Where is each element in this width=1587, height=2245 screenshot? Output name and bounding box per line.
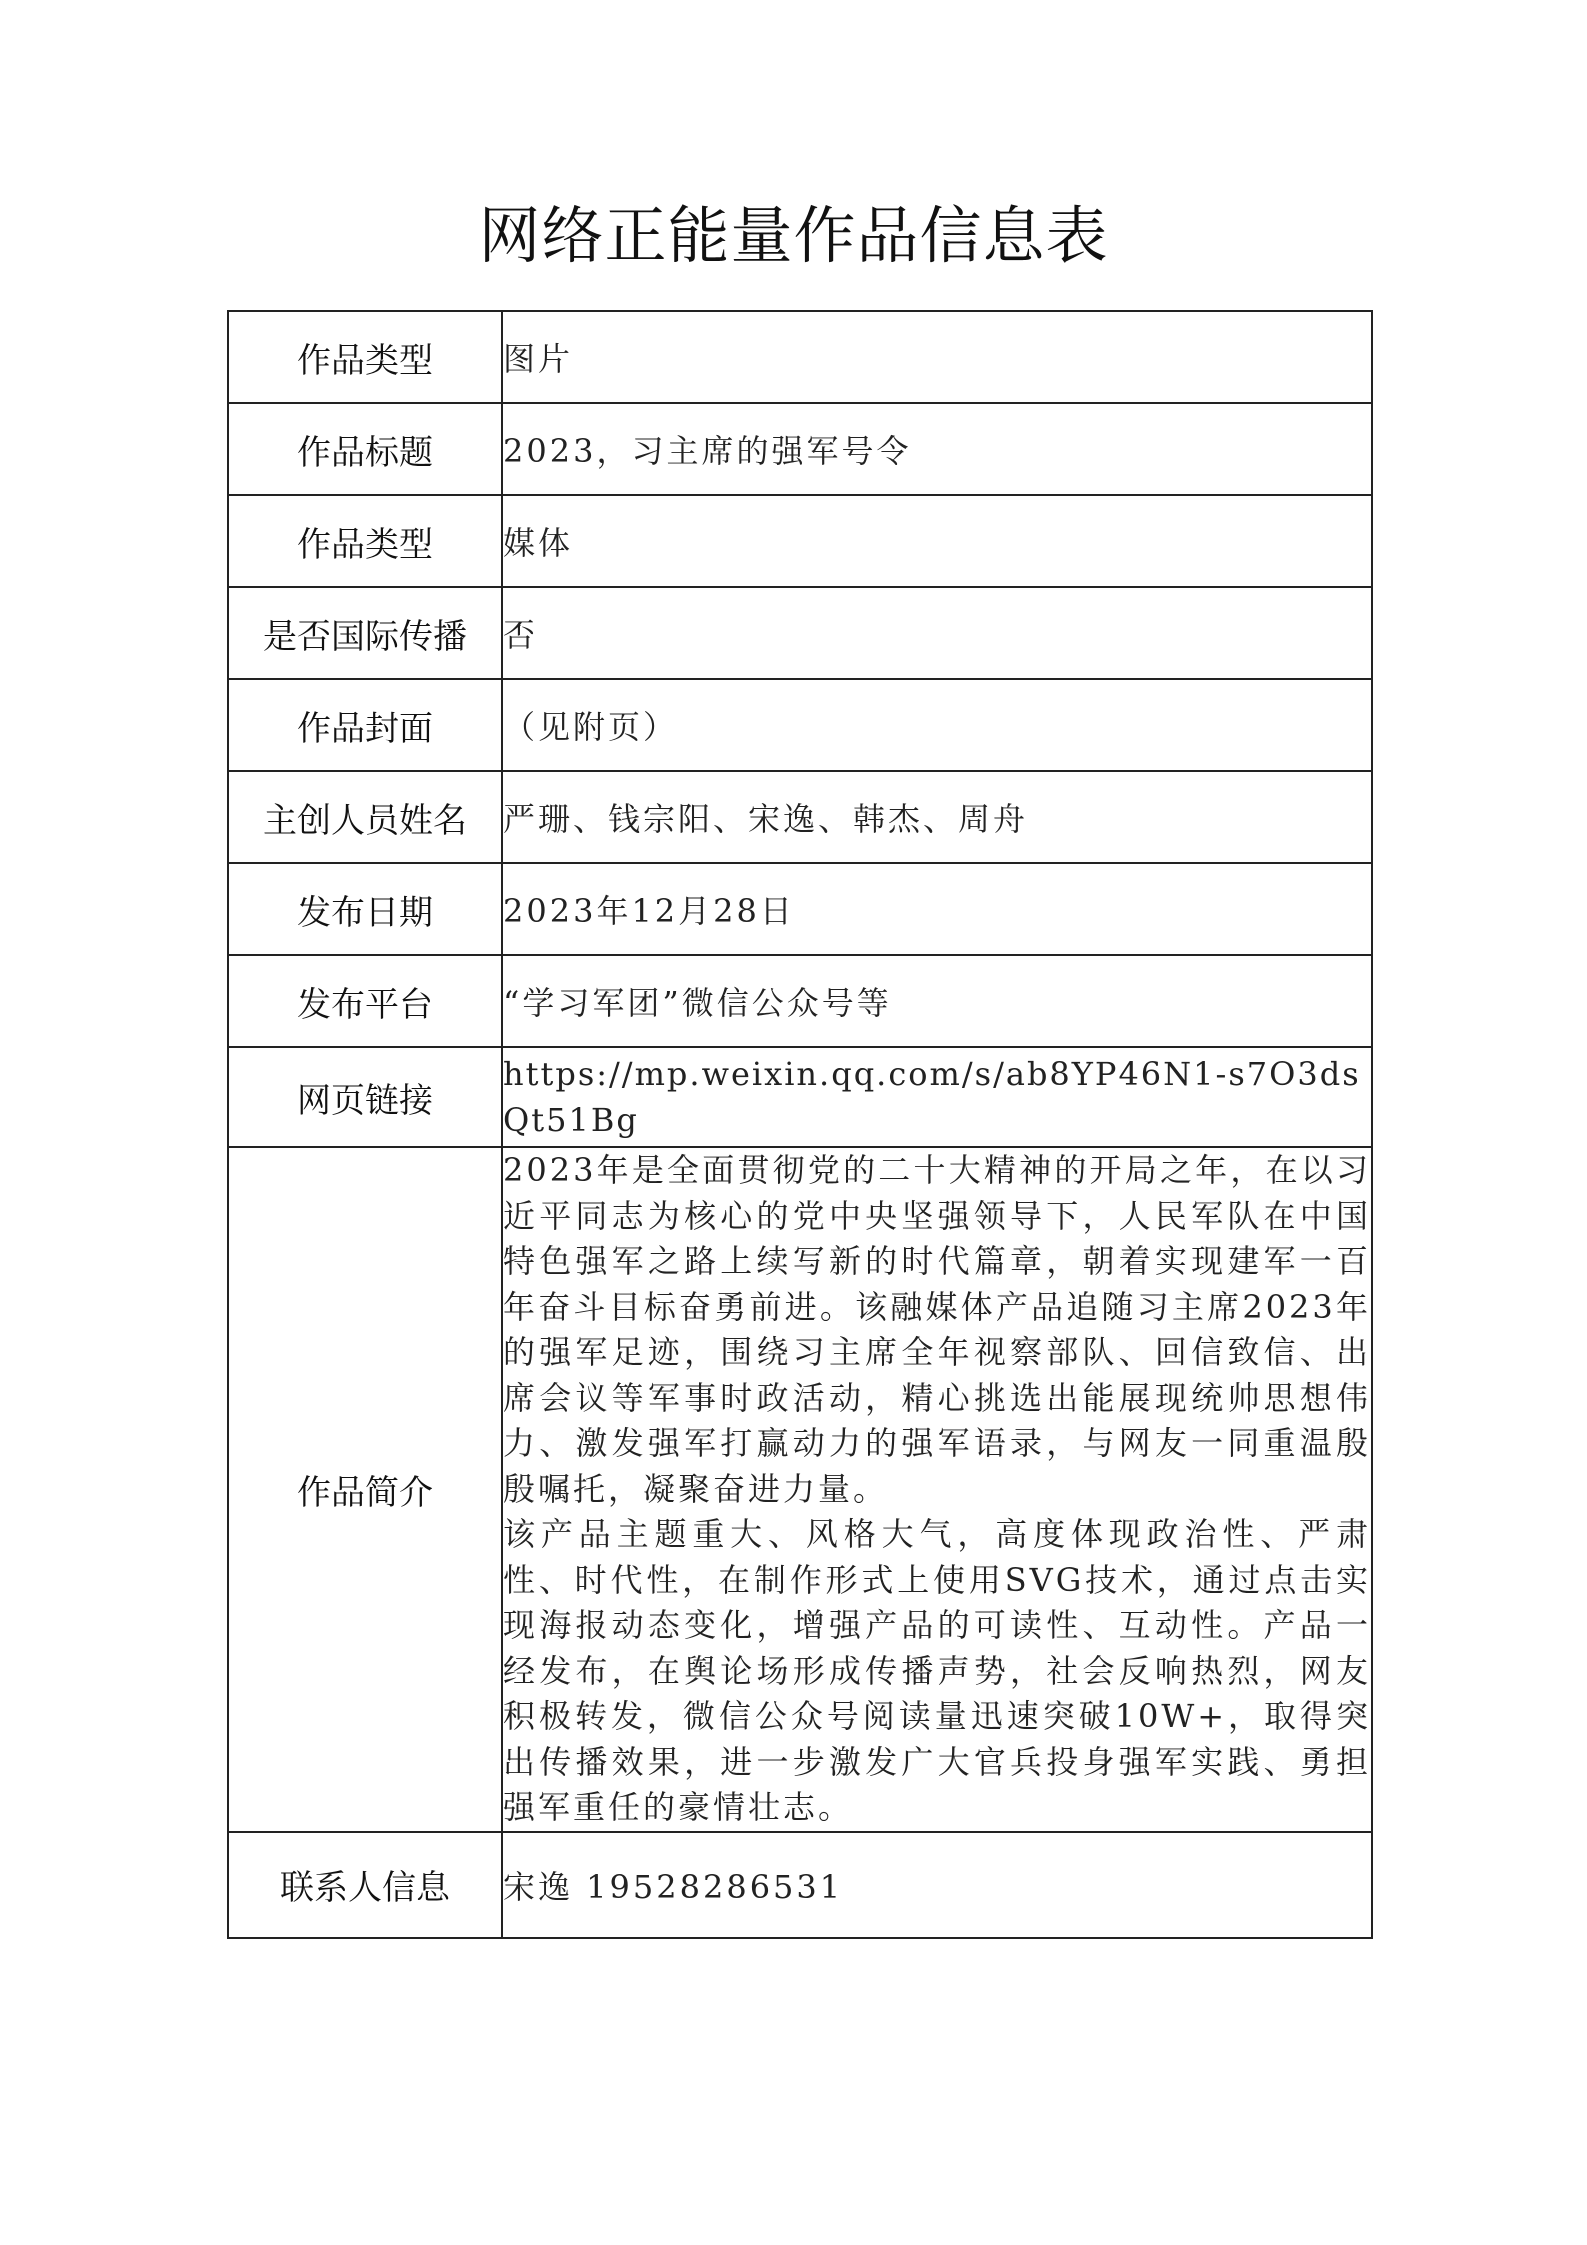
row-value: 严珊、钱宗阳、宋逸、韩杰、周舟: [502, 771, 1372, 863]
row-label: 主创人员姓名: [228, 771, 502, 863]
description-paragraph: 该产品主题重大、风格大气，高度体现政治性、严肃性、时代性，在制作形式上使用SVG技术，通过点击实现海报动态变化，增强产品的可读性、互动性。产品一经发布，在舆论场形成传播声势，社会反响热烈，网友积极转发，微信公众号阅读量迅速突破10W+，取得突出传播效果，进一步激发广大官兵投身强军实践、勇担强军重任的豪情壮志。: [503, 1515, 1371, 1826]
row-label: 联系人信息: [228, 1832, 502, 1938]
table-row: [228, 587, 1372, 679]
table-row: [228, 1147, 1372, 1832]
row-label: 作品类型: [228, 495, 502, 587]
row-label: 作品类型: [228, 311, 502, 403]
table-row: [228, 955, 1372, 1047]
table-row: [228, 679, 1372, 771]
row-value: （见附页）: [502, 679, 1372, 771]
document-title: 网络正能量作品信息表: [478, 199, 1109, 272]
description-text: [503, 1148, 1371, 1831]
table-row: [228, 403, 1372, 495]
row-value: [502, 1047, 1372, 1147]
table-row: [228, 311, 1372, 403]
row-value: “学习军团”微信公众号等: [502, 955, 1372, 1047]
row-label: 发布日期: [228, 863, 502, 955]
webpage-link[interactable]: https://mp.weixin.qq.com/s/ab8YP46N1-s7O3dsQt51Bg: [503, 1055, 1361, 1139]
row-value: 媒体: [502, 495, 1372, 587]
row-value: 图片: [502, 311, 1372, 403]
row-value: 2023，习主席的强军号令: [502, 403, 1372, 495]
row-label: 网页链接: [228, 1047, 502, 1147]
row-label: 作品标题: [228, 403, 502, 495]
table-row: [228, 1047, 1372, 1147]
row-value: 否: [502, 587, 1372, 679]
table-row: [228, 1832, 1372, 1938]
row-value: 2023年12月28日: [502, 863, 1372, 955]
row-label: 作品简介: [228, 1147, 502, 1832]
table-row: [228, 863, 1372, 955]
row-value: 宋逸 19528286531: [502, 1832, 1372, 1938]
row-label: 作品封面: [228, 679, 502, 771]
row-label: 发布平台: [228, 955, 502, 1047]
description-paragraph: 2023年是全面贯彻党的二十大精神的开局之年，在以习近平同志为核心的党中央坚强领导下，人民军队在中国特色强军之路上续写新的时代篇章，朝着实现建军一百年奋斗目标奋勇前进。该融媒体产品追随习主席2023年的强军足迹，围绕习主席全年视察部队、回信致信、出席会议等军事时政活动，精心挑选出能展现统帅思想伟力、激发强军打赢动力的强军语录，与网友一同重温殷殷嘱托，凝聚奋进力量。: [503, 1151, 1371, 1508]
table-row: [228, 495, 1372, 587]
table-row: [228, 771, 1372, 863]
row-value: [502, 1147, 1372, 1832]
row-label: 是否国际传播: [228, 587, 502, 679]
info-table: [227, 310, 1373, 1939]
